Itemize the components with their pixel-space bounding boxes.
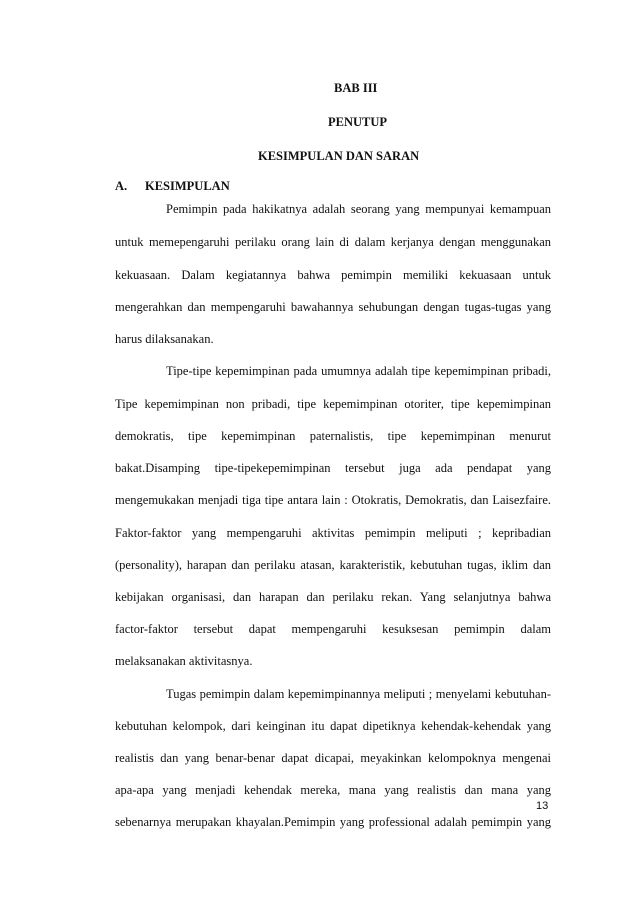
text-line: (personality), harapan dan perilaku atasan, karakteristik, kebutuhan tugas, iklim dan	[115, 558, 551, 572]
text-line: kebutuhan kelompok, dari keinginan itu dapat dipetiknya kehendak-kehendak yang	[115, 719, 551, 733]
section-label: KESIMPULAN	[145, 179, 230, 193]
text-line: Pemimpin pada hakikatnya adalah seorang yang mempunyai kemampuan	[166, 202, 551, 216]
text-line: Tugas pemimpin dalam kepemimpinannya meliputi ; menyelami kebutuhan-	[166, 687, 551, 701]
text-line: apa-apa yang menjadi kehendak mereka, mana yang realistis dan mana yang	[115, 783, 551, 797]
text-line: realistis dan yang benar-benar dapat dicapai, meyakinkan kelompoknya mengenai	[115, 751, 551, 765]
section-heading	[115, 180, 230, 193]
text-line: demokratis, tipe kepemimpinan paternalistis, tipe kepemimpinan menurut	[115, 429, 551, 443]
text-line: mengemukakan menjadi tiga tipe antara lain : Otokratis, Demokratis, dan Laisezfaire.	[115, 493, 551, 507]
page-number: 13	[536, 800, 549, 812]
text-line: factor-faktor tersebut dapat mempengaruhi kesuksesan pemimpin dalam	[115, 622, 551, 636]
text-line: sebenarnya merupakan khayalan.Pemimpin yang professional adalah pemimpin yang	[115, 815, 551, 829]
text-line: Tipe kepemimpinan non pribadi, tipe kepemimpinan otoriter, tipe kepemimpinan	[115, 397, 551, 411]
text-line: Tipe-tipe kepemimpinan pada umumnya adalah tipe kepemimpinan pribadi,	[166, 364, 551, 378]
section-number: A.	[115, 179, 128, 193]
text-line: untuk memepengaruhi perilaku orang lain di dalam kerjanya dengan menggunakan	[115, 235, 551, 249]
chapter-subtitle: KESIMPULAN DAN SARAN	[258, 149, 420, 163]
text-line: harus dilaksanakan.	[115, 332, 214, 346]
text-line: kekuasaan. Dalam kegiatannya bahwa pemimpin memiliki kekuasaan untuk	[115, 268, 551, 282]
text-line: mengerahkan dan mempengaruhi bawahannya sehubungan dengan tugas-tugas yang	[115, 300, 551, 314]
text-line: bakat.Disamping tipe-tipekepemimpinan tersebut juga ada pendapat yang	[115, 461, 551, 475]
text-line: kebijakan organisasi, dan harapan dan perilaku rekan. Yang selanjutnya bahwa	[115, 590, 551, 604]
text-line: melaksanakan aktivitasnya.	[115, 654, 253, 668]
chapter-title: PENUTUP	[328, 115, 388, 129]
text-line: Faktor-faktor yang mempengaruhi aktivitas pemimpin meliputi ; kepribadian	[115, 526, 551, 540]
chapter-heading: BAB III	[334, 81, 378, 95]
